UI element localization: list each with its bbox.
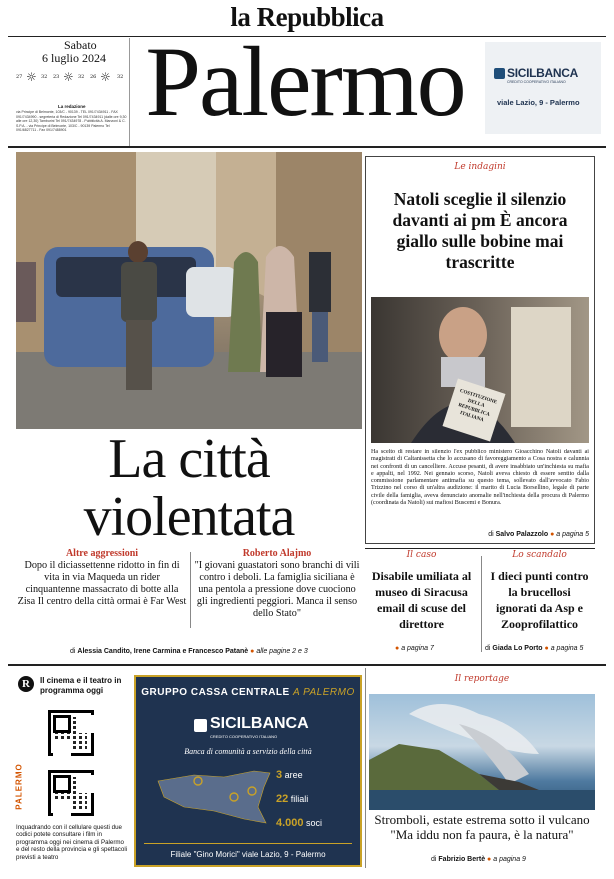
- bullet-icon: ●: [550, 531, 555, 538]
- weather-hi-3: 32: [117, 74, 124, 80]
- scandalo-headline[interactable]: I dieci punti contro la brucellosi ignorati da Asp e Zooprofilattico: [490, 569, 589, 631]
- weather-lo-3: 26: [90, 74, 97, 80]
- reportage-headline[interactable]: Stromboli, estate estrema sotto il vulcano "Ma iddu non fa paura, è la natura": [374, 812, 590, 842]
- ad-brand: SICILBANCA: [210, 715, 309, 732]
- col1-kicker: Altre aggressioni: [65, 548, 139, 559]
- weather-hi-1: 32: [41, 74, 48, 80]
- sun-icon: ☼: [63, 70, 74, 84]
- volcano-illustration: [369, 694, 595, 810]
- col2-text: "I giovani guastatori sono branchi di vili contro i deboli. La famiglia siciliana è una pentola a pressione dove cuociono gli ingredienti peggiori. Manca il senso dello Stato": [194, 560, 360, 619]
- city-title: Palermo: [145, 26, 465, 137]
- stat-num: 3: [276, 769, 283, 781]
- indagini-body: Ha scelto di restare in silenzio l'ex pubblico ministero Gioacchino Natoli davanti ai magistrati di Caltanissetta che lo accusano di favoreggiamento a Cosa nostra e calunnia nei confronti di un cancelliere. Accuse pesanti, di avere insabbiato un'inchiesta su mafia e appalti, nel 1992. Nei gennaio scorso, Natoli aveva chiesto di essere sentito dalla commissione parlamentare antimafia su questo tema, sollevato dall'avvocato Fabio Trizzino nel corso di un'altra audizione: il marito di Lucia Borsellino, legale di parte civile della famiglia, aveva denunciato anomalie nell'inchiesta della procura di Palermo (coordinata da Natoli) sui mafiosi Buscemi e Bonura.: [371, 449, 589, 507]
- sicily-map-illustration: [154, 767, 274, 827]
- reportage-byline: [431, 856, 526, 863]
- main-byline: [70, 648, 308, 655]
- byline-prefix: di: [488, 531, 494, 538]
- stat-num: 4.000: [276, 817, 304, 829]
- stat-num: 22: [276, 793, 289, 805]
- cinema-vertical-label: PALERMO: [14, 763, 24, 810]
- col2: [192, 548, 362, 620]
- caso-headline[interactable]: Disabile umiliata al museo di Siracusa email di scuse del direttore: [371, 569, 472, 631]
- byline-pages[interactable]: alle pagine 2 e 3: [256, 648, 308, 655]
- indagini-byline: [488, 531, 589, 538]
- byline-author: Salvo Palazzolo: [495, 531, 549, 538]
- scandalo-box: [483, 548, 596, 658]
- caso-label: Il caso: [406, 550, 437, 560]
- scandalo-label: Lo scandalo: [512, 550, 567, 560]
- top-ad[interactable]: [485, 42, 601, 134]
- natoli-photo: [371, 297, 589, 443]
- ad-logo-icon: [194, 719, 207, 732]
- ad-stat: [276, 817, 322, 829]
- weather-strip: [14, 72, 130, 84]
- bullet-icon: ●: [544, 645, 549, 652]
- bullet-icon: ●: [250, 648, 255, 655]
- col1-text: Dopo il diciassettenne ridotto in fin di vita in via Maqueda un rider cinquantenne massacrato di botte alla Zisa Il centro della città ormai è Far West: [17, 560, 187, 607]
- scandalo-byline: [485, 645, 583, 652]
- byline-page[interactable]: a pagina 9: [493, 856, 526, 863]
- byline-prefix: di: [485, 645, 491, 652]
- indagini-label: Le indagini: [454, 162, 506, 172]
- stat-label: aree: [284, 770, 303, 780]
- main-photo: [16, 152, 362, 429]
- ad-group-city: A PALERMO: [293, 687, 355, 698]
- reportage-box: [367, 670, 597, 870]
- col1: [16, 548, 188, 608]
- indagini-box: [365, 156, 595, 544]
- bottom-ad[interactable]: [134, 675, 362, 867]
- sun-icon: ☼: [100, 70, 111, 84]
- ad-stat: [276, 793, 308, 805]
- day-label: Sabato: [64, 38, 97, 52]
- date-box: [14, 38, 130, 146]
- ad-footer: Filiale "Gino Morici" viale Lazio, 9 - Palermo: [144, 843, 352, 859]
- caso-box: [365, 548, 478, 658]
- bullet-icon: ●: [487, 856, 492, 863]
- redazione-title: La redazione: [58, 104, 86, 109]
- main-headline-line2: violentata: [83, 486, 295, 548]
- byline-page[interactable]: a pagina 5: [556, 531, 589, 538]
- ad-tagline: Banca di comunità a servizio della città: [184, 747, 312, 756]
- indagini-headline[interactable]: Natoli sceglie il silenzio davanti ai pm È ancora giallo sulle bobine mai trascritte: [392, 189, 568, 272]
- stromboli-photo: [369, 694, 595, 810]
- byline-authors: Alessia Candito, Irene Carmina e Francesco Patanè: [77, 648, 249, 655]
- theatre-qr-code[interactable]: [48, 770, 94, 816]
- cinema-box: [16, 672, 128, 868]
- byline-author: Fabrizio Bertè: [438, 856, 486, 863]
- brand-logo: la Repubblica: [230, 2, 384, 32]
- sicilbanca-logo-icon: [494, 68, 505, 79]
- redazione-text: via Principe di Belmonte, 103/C - 90139 - TEL 091/7434911 - FAX 091/7434990 - segreteria di Redazione Tel 091/7434911 (dalle ore 9,30 alle ore 12,30) Tamburini Tel 091/7434978 - Pubblicità A. Manzoni & C. S.P.A. - via Principe di Belmonte, 103/C - 90139 Palermo Tel 091/6827711 - Fax 091/7488901: [16, 110, 127, 133]
- cinema-title: Il cinema e il teatro in programma oggi: [40, 676, 122, 695]
- weather-lo-1: 27: [16, 74, 23, 80]
- byline-page[interactable]: a pagina 5: [550, 645, 584, 652]
- reportage-label: Il reportage: [454, 674, 510, 684]
- ad-sub: CREDITO COOPERATIVO ITALIANO: [210, 734, 278, 739]
- cinema-qr-code[interactable]: [48, 710, 94, 756]
- top-ad-address: viale Lazio, 9 - Palermo: [497, 98, 580, 107]
- stat-label: filiali: [290, 794, 309, 804]
- r-logo-icon: R: [18, 676, 34, 692]
- byline-page[interactable]: a pagina 7: [401, 645, 434, 652]
- street-scene-illustration: [16, 152, 362, 429]
- bullet-icon: ●: [395, 645, 400, 652]
- top-ad-brand: SICILBANCA: [507, 66, 578, 80]
- top-ad-sub: CREDITO COOPERATIVO ITALIANO: [507, 80, 566, 84]
- weather-hi-2: 32: [78, 74, 85, 80]
- col2-kicker: Roberto Alajmo: [242, 548, 312, 559]
- sun-icon: ☼: [26, 70, 37, 84]
- ad-group-name: GRUPPO CASSA CENTRALE: [141, 687, 290, 698]
- caso-byline: [395, 645, 434, 652]
- ad-stat: [276, 769, 303, 781]
- stat-label: soci: [306, 818, 323, 828]
- ad-group: [136, 687, 360, 698]
- date-label: 6 luglio 2024: [42, 51, 107, 65]
- byline-author: Giada Lo Porto: [492, 645, 543, 652]
- cinema-text: Inquadrando con il cellulare questi due codici potete consultare i film in programma oggi nei cinema di Palermo e del resto della provincia e gli spettacoli previsti a teatro: [16, 824, 128, 861]
- byline-prefix: di: [431, 856, 437, 863]
- byline-prefix: di: [70, 648, 76, 655]
- main-headline-line1: La città: [108, 428, 270, 490]
- weather-lo-2: 23: [53, 74, 60, 80]
- book-cover-text: COSTITUZIONE DELLA REPUBBLICA ITALIANA: [442, 378, 505, 441]
